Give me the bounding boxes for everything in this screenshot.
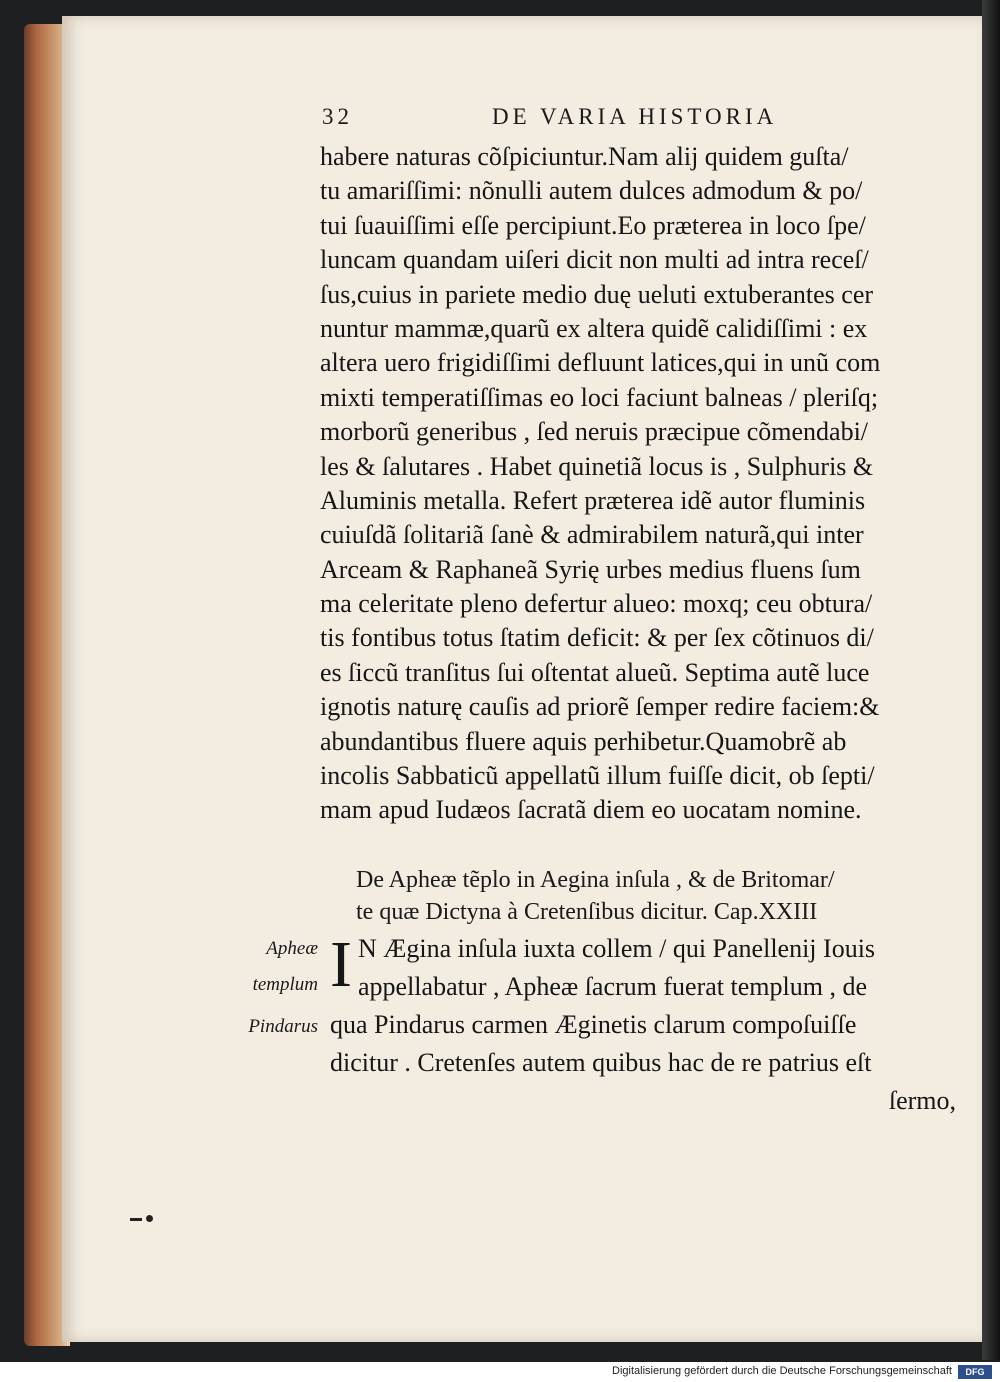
scan-background-edge bbox=[982, 0, 1000, 1360]
running-header bbox=[322, 104, 832, 134]
text-line: ſus,cuius in pariete medio duę ueluti extuberantes cer bbox=[320, 279, 874, 309]
margin-note: Pindarus bbox=[248, 1016, 318, 1037]
text-line: mam apud Iudæos ſacratã diem eo uocatam nomine. bbox=[320, 795, 862, 825]
chapter-caption bbox=[356, 864, 956, 928]
text-line: dicitur . Cretenſes autem quibus hac de re patrius eſt bbox=[330, 1048, 872, 1077]
text-line: cuiuſdã ſolitariã ſanè & admirabilem naturã,qui inter bbox=[320, 520, 864, 550]
margin-note: templum bbox=[252, 974, 318, 995]
drop-cap: I bbox=[330, 928, 352, 1001]
chapter-body-text bbox=[330, 930, 960, 1120]
text-line: incolis Sabbaticũ appellatũ illum fuiſſe dicit, ob ſepti/ bbox=[320, 761, 875, 791]
digitization-footer bbox=[0, 1362, 1000, 1382]
running-head-title: DE VARIA HISTORIA bbox=[492, 104, 778, 129]
text-line: ma celeritate pleno defertur alueo: moxq; ceu obtura/ bbox=[320, 589, 873, 619]
text-line: es ſiccũ tranſitus ſui oſtentat alueũ. Septima autẽ luce bbox=[320, 657, 870, 687]
caption-line: De Apheæ tẽplo in Aegina inſula , & de Britomar/ bbox=[356, 867, 835, 893]
dfg-logo: DFG bbox=[958, 1365, 992, 1379]
text-line: appellabatur , Apheæ ſacrum fuerat templum , de bbox=[358, 972, 867, 1001]
text-line: ſermo, bbox=[888, 1086, 956, 1115]
text-line: mixti temperatiſſimas eo loci faciunt balneas / pleriſq; bbox=[320, 382, 879, 412]
text-line: tui ſuauiſſimi eſſe percipiunt.Eo præterea in loco ſpe/ bbox=[320, 210, 866, 240]
mark-dot bbox=[146, 1215, 153, 1222]
text-line: N Ægina inſula iuxta collem / qui Panellenij Iouis bbox=[358, 934, 876, 963]
printer-mark-icon bbox=[130, 1214, 156, 1224]
text-line: qua Pindarus carmen Æginetis clarum compoſuiſſe bbox=[330, 1010, 857, 1039]
text-line: abundantibus fluere aquis perhibetur.Quamobrẽ ab bbox=[320, 726, 847, 756]
mark-dash bbox=[130, 1218, 142, 1221]
text-line: altera uero frigidiſſimi defluunt latices,qui in unũ com bbox=[320, 348, 881, 378]
text-line: luncam quandam uiſeri dicit non multi ad intra receſ/ bbox=[320, 245, 869, 275]
footer-credit: Digitalisierung gefördert durch die Deutsche Forschungsgemeinschaft bbox=[612, 1365, 952, 1377]
caption-line: te quæ Dictyna à Cretenſibus dicitur. Cap.XXIII bbox=[356, 899, 818, 925]
margin-note: Apheæ bbox=[266, 938, 318, 959]
page-number: 32 bbox=[322, 104, 353, 129]
text-line: ignotis naturę cauſis ad priorẽ ſemper redire faciem:& bbox=[320, 692, 880, 722]
text-line: nuntur mammæ,quarũ ex altera quidẽ calidiſſimi : ex bbox=[320, 313, 868, 343]
text-line: tu amariſſimi: nõnulli autem dulces admodum & po/ bbox=[320, 176, 863, 206]
main-text-block bbox=[320, 140, 956, 828]
text-line: habere naturas cõſpiciuntur.Nam alij quidem guſta/ bbox=[320, 142, 849, 171]
text-line: morborũ generibus , ſed neruis præcipue cõmendabi/ bbox=[320, 417, 869, 447]
text-line: Aluminis metalla. Refert præterea idẽ autor fluminis bbox=[320, 485, 866, 515]
text-line: Arceam & Raphaneã Syrię urbes medius fluens ſum bbox=[320, 554, 861, 584]
text-line: tis fontibus totus ſtatim deficit: & per ſex cõtinuos di/ bbox=[320, 623, 874, 653]
text-line: les & ſalutares . Habet quinetiã locus is , Sulphuris & bbox=[320, 451, 874, 481]
